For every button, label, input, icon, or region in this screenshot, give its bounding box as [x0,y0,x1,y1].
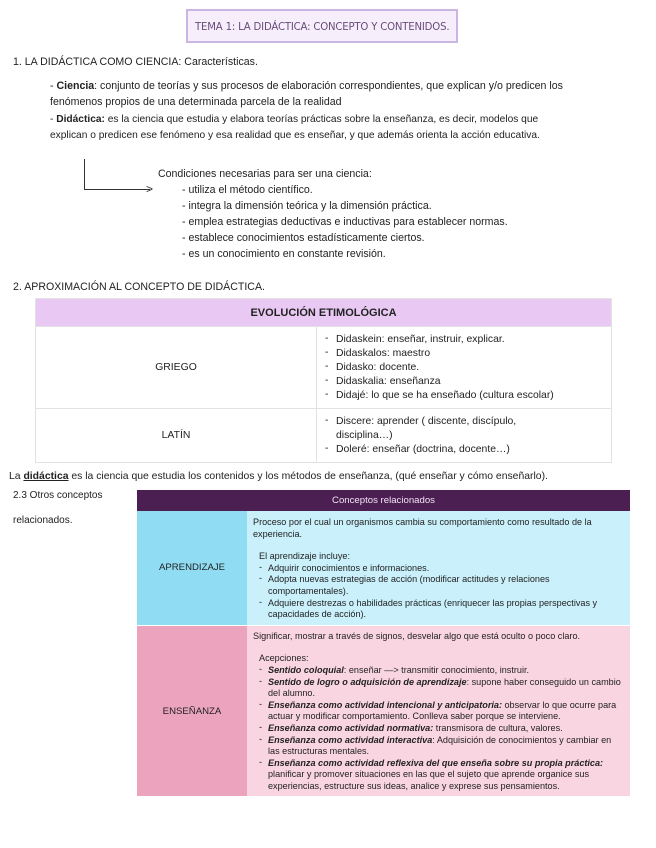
acepcion-item [259,735,624,758]
didactica-definition: - Didáctica: es la ciencia que estudia y elabora teorías prácticas sobre la enseñanza, es decir, modelos que explican o predicen ese fenómeno y esa realidad que es enseñar, y que además orienta la acción educativa. [50,112,640,144]
aprendizaje-includes: El aprendizaje incluye: [259,551,350,562]
acepcion-term: Enseñanza como actividad reflexiva del que enseña sobre su propia práctica: [268,757,604,768]
acepcion-term: Enseñanza como actividad intencional y anticipatoria: [268,699,502,710]
acepcion-text: planificar y promover situaciones en las que el sujeto que aprende organice sus experiencias, estructure sus ideas, analice y exprese sus pensamientos. [268,769,589,791]
acepcion-term: Sentido de logro o adquisición de aprendizaje [268,676,467,687]
didactica-line-2: explican o predicen ese fenómeno y esa realidad que es enseñar, y que además orienta la acción educativa. [50,130,540,141]
didactica-definition-sentence [9,469,548,485]
griego-item: - Didajé: lo que se ha enseñado (cultura escolar) [325,389,611,403]
acepcion-text: : Adquisición de conocimientos y cambiar en las estructuras mentales. [268,734,612,757]
acepcion-term: Enseñanza como actividad interactiva [268,734,433,745]
acepcion-item [259,677,624,700]
aprendizaje-item: - Adquiere destrezas o habilidades prácticas (enriquecer las propias perspectivas y capacidades de acción). [259,598,624,621]
griego-item: - Didaskalia: enseñanza [325,375,611,389]
ensenanza-cell [247,625,630,796]
ciencia-line-1: : conjunto de teorías y sus procesos de elaboración correspondientes, que explican y/o predicen los [94,80,563,92]
ensenanza-label: ENSEÑANZA [137,625,247,796]
aprendizaje-label: APRENDIZAJE [137,511,247,625]
acepcion-term: Enseñanza como actividad normativa: [268,722,434,733]
aprendizaje-item: - Adquirir conocimientos e informaciones. [259,563,624,575]
section-2-heading: 2. APROXIMACIÓN AL CONCEPTO DE DIDÁCTICA. [13,281,265,293]
arrow-line-vertical [84,159,85,189]
acepcion-item [259,758,624,793]
etymology-table-header: EVOLUCIÓN ETIMOLÓGICA [36,299,612,327]
griego-cell [317,327,612,409]
condition-item: - emplea estrategias deductivas e inductivas para establecer normas. [182,216,508,228]
aprendizaje-item: - Adopta nuevas estrategias de acción (modificar actitudes y relaciones comportamentales). [259,574,624,597]
definition-pre: La [9,471,24,482]
acepcion-text: : enseñar —> transmitir conocimiento, instruir. [343,664,530,675]
latin-cell [317,409,612,463]
arrow-line-horizontal [84,189,150,190]
acepcion-text: transmisora de cultura, valores. [433,722,563,733]
griego-item: - Didasko: docente. [325,361,611,375]
latin-item: - Discere: aprender ( discente, discípulo, disciplina…) [325,415,571,443]
acepcion-item [259,723,624,735]
acepcion-text: : supone haber conseguido un cambio del alumno. [268,676,621,699]
definition-term: didáctica [23,471,69,482]
etymology-table [35,298,612,463]
latin-label: LATÍN [36,409,317,463]
page-title: TEMA 1: LA DIDÁCTICA: CONCEPTO Y CONTENIDOS. [194,19,450,33]
aprendizaje-cell [247,511,630,625]
griego-item: - Didaskalos: maestro [325,347,611,361]
ensenanza-definition: Significar, mostrar a través de signos, desvelar algo que está oculto o poco claro. [253,630,581,641]
condition-item: - es un conocimiento en constante revisión. [182,248,386,260]
acepcion-text: observar lo que ocurre para actuar y modificar comportamiento. Conlleva saber porque se interviene. [268,699,617,722]
didactica-term: Didáctica: [56,114,105,125]
condition-item: - utiliza el método científico. [182,184,313,196]
section-3-label-line-2: relacionados. [13,515,73,526]
ciencia-term: Ciencia [56,80,95,92]
latin-item: - Doleré: enseñar (doctrina, docente…) [325,443,571,457]
condition-item: - establece conocimientos estadísticamente ciertos. [182,232,425,244]
griego-label: GRIEGO [36,327,317,409]
griego-item: - Didaskein: enseñar, instruir, explicar. [325,333,611,347]
definition-post: es la ciencia que estudia los contenidos y los métodos de enseñanza, (qué enseñar y cómo enseñarlo). [68,471,548,482]
ciencia-line-2: fenómenos propios de una determinada parcela de la realidad [50,96,342,108]
section-3-label-line-1: 2.3 Otros conceptos [13,490,103,501]
section-1-heading: 1. LA DIDÁCTICA COMO CIENCIA: Características. [13,56,258,68]
arrow-right-icon: > [146,182,154,196]
condition-item: - integra la dimensión teórica y la dimensión práctica. [182,200,432,212]
conditions-list [182,182,508,262]
ciencia-definition: - Ciencia: conjunto de teorías y sus procesos de elaboración correspondientes, que explican y/o predicen los fenómenos propios de una determinada parcela de la realidad [50,78,640,110]
acepcion-item [259,700,624,723]
page-title-box [186,9,458,43]
acepciones-label: Acepciones: [259,653,309,664]
related-concepts-header: Conceptos relacionados [137,490,630,511]
acepcion-term: Sentido coloquial [268,664,344,675]
conditions-title: Condiciones necesarias para ser una ciencia: [158,168,372,180]
aprendizaje-definition: Proceso por el cual un organismos cambia su comportamiento como resultado de la experiencia. [253,517,592,539]
related-concepts-table [137,490,630,796]
didactica-line-1: es la ciencia que estudia y elabora teorías prácticas sobre la enseñanza, es decir, modelos que [104,114,539,125]
acepcion-item [259,665,624,677]
